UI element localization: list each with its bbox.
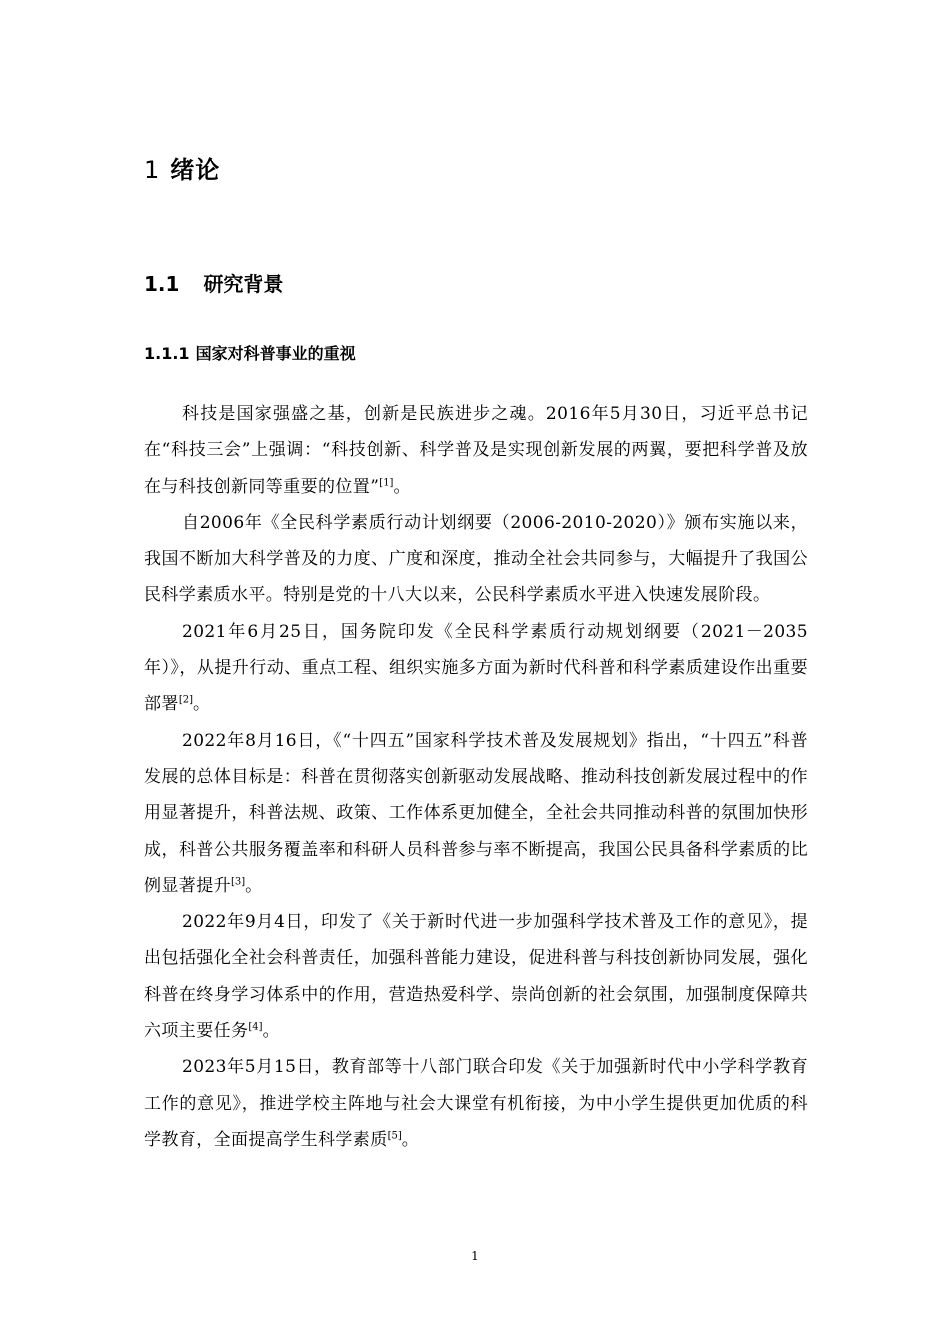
paragraph-end: 。 (393, 476, 411, 497)
paragraph-text: 2022年8月16日，《“十四五”国家科学技术普及发展规划》指出，“十四五”科普发展的总体目标是：科普在贯彻落实创新驱动发展战略、推动科技创新发展过程中的作用显著提升，科普法规、政策、工作体系更加健全，全社会共同推动科普的氛围加快形成，科普公共服务覆盖率和科研人员科普参与率不断提高，我国公民具备科学素质的比例显著提升 (144, 730, 808, 896)
chapter-heading (144, 150, 220, 185)
paragraph-end: 。 (245, 875, 263, 896)
citation-marker: [2] (178, 694, 193, 706)
paragraph-1 (144, 396, 808, 505)
body-text (144, 396, 808, 1158)
paragraph-end: 。 (262, 1021, 280, 1042)
section-number: 1.1 (144, 272, 180, 296)
citation-marker: [1] (379, 476, 394, 488)
paragraph-end: 。 (401, 1129, 420, 1150)
section-heading (144, 268, 283, 297)
paragraph-end: 。 (192, 694, 211, 715)
section-title: 研究背景 (203, 272, 284, 296)
paragraph-text: 科技是国家强盛之基，创新是民族进步之魂。2016年5月30日，习近平总书记在“科技三会”上强调：“科技创新、科学普及是实现创新发展的两翼，要把科学普及放在与科技创新同等重要的位置” (144, 404, 808, 497)
paragraph-3 (144, 614, 808, 723)
subsection-heading (144, 341, 356, 364)
paragraph-text: 自2006年《全民科学素质行动计划纲要（2006-2010-2020）》颁布实施以来，我国不断加大科学普及的力度、广度和深度，推动全社会共同参与，大幅提升了我国公民科学素质水平。特别是党的十八大以来，公民科学素质水平进入快速发展阶段。 (144, 512, 808, 606)
paragraph-6 (144, 1049, 808, 1158)
page-number: 1 (471, 1249, 479, 1263)
paragraph-text: 2022年9月4日，印发了《关于新时代进一步加强科学技术普及工作的意见》，提出包括强化全社会科普责任，加强科普能力建设，促进科普与科技创新协同发展，强化科普在终身学习体系中的作用，营造热爱科学、崇尚创新的社会氛围，加强制度保障共六项主要任务 (144, 912, 808, 1042)
chapter-number: 1 (144, 156, 161, 184)
paragraph-4 (144, 723, 808, 904)
paragraph-text: 2021年6月25日，国务院印发《全民科学素质行动规划纲要（2021－2035年）》，从提升行动、重点工程、组织实施多方面为新时代科普和科学素质建设作出重要部署 (144, 621, 808, 715)
paragraph-5 (144, 904, 808, 1049)
chapter-title: 绪论 (170, 156, 221, 184)
paragraph-text: 2023年5月15日，教育部等十八部门联合印发《关于加强新时代中小学科学教育工作的意见》，推进学校主阵地与社会大课堂有机衔接，为中小学生提供更加优质的科学教育，全面提高学生科学素质 (144, 1057, 808, 1150)
subsection-title: 国家对科普事业的重视 (195, 344, 356, 363)
paragraph-2 (144, 505, 808, 614)
citation-marker: [5] (387, 1130, 402, 1142)
citation-marker: [3] (231, 876, 246, 888)
citation-marker: [4] (248, 1021, 263, 1033)
subsection-number: 1.1.1 (144, 344, 190, 363)
